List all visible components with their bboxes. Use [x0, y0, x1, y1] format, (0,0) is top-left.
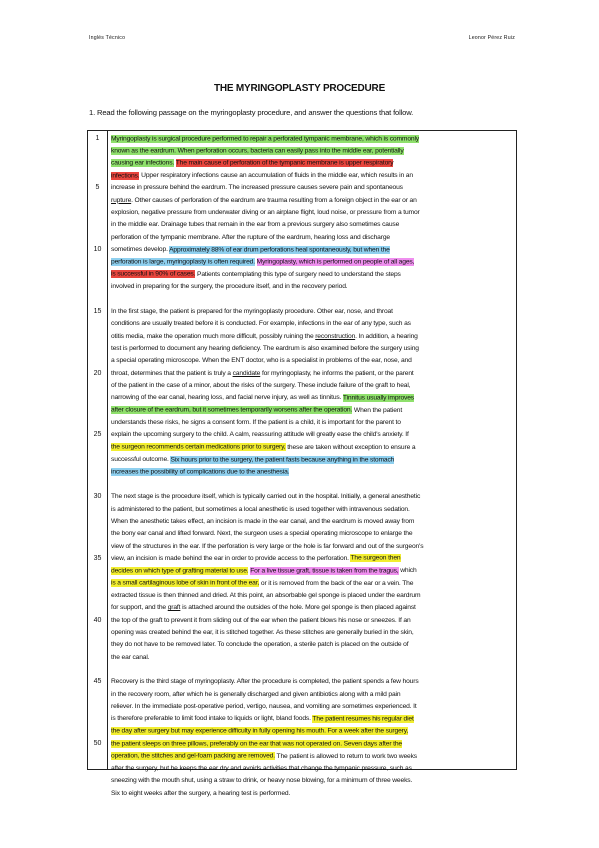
- text-run: Six to eight weeks after the surgery, a hearing test is performed.: [111, 789, 291, 797]
- line-number: 35: [93, 554, 102, 562]
- highlighted-text: The surgeon then: [350, 554, 401, 562]
- passage-line: [111, 170, 511, 182]
- passage-line: [111, 713, 511, 725]
- passage-line: [111, 528, 511, 540]
- text-run: is administered to the patient, but sometimes a local anesthetic is used together with intravenous sedation.: [111, 505, 410, 513]
- passage-line: [111, 775, 511, 787]
- highlighted-text: infections.: [111, 172, 140, 180]
- passage-line: [111, 405, 511, 417]
- passage-line: [111, 429, 511, 441]
- passage-line: [111, 281, 511, 293]
- passage-line: [111, 676, 511, 688]
- underlined-term: candidate: [232, 369, 261, 377]
- highlighted-text: the surgeon recommends certain medications prior to surgery,: [111, 443, 286, 451]
- highlighted-text: operation, the stitches and gel-foam packing are removed.: [111, 752, 275, 760]
- passage-line: [111, 466, 511, 478]
- passage-line: [111, 553, 511, 565]
- passage-line: [111, 701, 511, 713]
- underlined-term: rupture: [111, 196, 132, 204]
- passage-line: [111, 738, 511, 750]
- passage-box: [87, 130, 517, 797]
- text-run: they do not have to be removed later. To conclude the operation, a sterile patch is placed on the outside of: [111, 641, 409, 649]
- underlined-term: graft: [167, 604, 181, 612]
- highlighted-text: For a live tissue graft, tissue is taken from the tragus,: [250, 567, 399, 575]
- text-run: . In addition, a hearing: [355, 332, 418, 340]
- text-run: is therefore preferable to limit food intake to liquids or light, bland foods.: [111, 715, 313, 723]
- text-run: view of the structures in the ear. If the perforation is very large or the hole is far forward and out of the surgeon's: [111, 542, 424, 550]
- line-number: 45: [93, 678, 102, 686]
- text-run: or it is removed from the back of the ear or a vein. The: [259, 579, 414, 587]
- highlighted-text: Myringoplasty, which is performed on people of all ages,: [256, 258, 415, 266]
- passage-line: [111, 652, 511, 664]
- highlighted-text: Tinnitus usually improves: [342, 394, 414, 402]
- text-run: in the recovery room, after which he is generally discharged and given antibiotics along with a mild pain: [111, 690, 401, 698]
- passage-line: [111, 726, 511, 738]
- passage-line: [111, 689, 511, 701]
- line-number: 30: [93, 493, 102, 501]
- passage-line: [111, 343, 511, 355]
- passage-line: [111, 269, 511, 281]
- line-number: 10: [93, 246, 102, 254]
- passage-line: [111, 491, 511, 503]
- text-run: When the patient: [352, 406, 403, 414]
- highlighted-text: Approximately 88% of ear drum perforations heal spontaneously, but when the: [169, 246, 390, 254]
- instruction-text: 1. Read the following passage on the myringoplasty procedure, and answer the questions that follow.: [89, 108, 414, 117]
- line-number: 40: [93, 616, 102, 624]
- highlighted-text: is successful in 90% of cases.: [111, 270, 196, 278]
- highlighted-text: Six hours prior to the surgery, the patient fasts because anything in the stomach: [170, 456, 395, 464]
- passage-line: [111, 763, 511, 775]
- passage-line: [111, 565, 511, 577]
- text-run: narrowing of the ear canal, hearing loss, and facial nerve injury, as well as tinnitus.: [111, 394, 343, 402]
- passage-line: [111, 257, 511, 269]
- highlighted-text: The main cause of perforation of the tympanic membrane is upper respiratory: [175, 159, 394, 167]
- highlighted-text: Myringoplasty is surgical procedure performed to repair a perforated tympanic membrane, which is commonly: [111, 135, 419, 142]
- passage-line: [111, 454, 511, 466]
- text-run: When the anesthetic takes effect, an incision is made in the ear canal, and the eardrum is moved away from: [111, 517, 415, 525]
- text-run: a special operating microscope. When the ENT doctor, who is a specialist in problems of the ear, nose, and: [111, 357, 412, 365]
- passage-line: [111, 145, 511, 157]
- text-run: view, an incision is made behind the ear in order to provide access to the perforation.: [111, 554, 351, 562]
- text-run: successful outcome.: [111, 456, 171, 464]
- text-run: after the surgery, but he keeps the ear dry and avoids activities that change the tympanic pressure, such as: [111, 764, 412, 772]
- passage-line: [111, 306, 511, 318]
- passage-line: [111, 627, 511, 639]
- highlighted-text: known as the eardrum. When perforation occurs, bacteria can easily pass into the middle ear, potentially: [111, 147, 404, 155]
- text-run: Upper respiratory infections cause an accumulation of fluids in the middle ear, which results in an: [139, 172, 413, 180]
- line-number: 25: [93, 431, 102, 439]
- passage-line: [111, 639, 511, 651]
- passage-line: [111, 392, 511, 404]
- text-run: Recovery is the third stage of myringoplasty. After the procedure is completed, the patient spends a few hours: [111, 678, 419, 686]
- passage-line: [111, 590, 511, 602]
- passage-line: [111, 664, 511, 676]
- document-title: THE MYRINGOPLASTY PROCEDURE: [213, 83, 386, 94]
- passage-line: [111, 380, 511, 392]
- text-run: test is performed to document any hearing deficiency. The eardrum is also examined before the surgery using: [111, 344, 419, 352]
- text-run: sneezing with the mouth shut, using a straw to drink, or heavy nose blowing, for a minimum of three weeks.: [111, 777, 413, 785]
- text-run: perforation of the tympanic membrane. After the rupture of the eardrum, hearing loss and discharge: [111, 233, 390, 241]
- passage-line: [111, 442, 511, 454]
- highlighted-text: decides on which type of grafting material to use.: [111, 567, 249, 575]
- text-run: of the patient in the case of a minor, about the risks of the surgery. These include failure of the graft to heal,: [111, 382, 411, 389]
- text-run: understands these risks, he signs a consent form. If the patient is a child, it is important for the parent to: [111, 419, 401, 427]
- highlighted-text: the patient sleeps on three pillows, preferably on the ear that was not operated on. Seven days after the: [111, 740, 402, 748]
- text-run: involved in preparing for the surgery, the procedure itself, and in the recovery period.: [111, 283, 348, 291]
- text-run: opening was created behind the ear, it is stitched together. As these stitches are generally buried in the skin,: [111, 629, 414, 636]
- passage-line: [111, 578, 511, 590]
- text-run: reliever. In the immediate post-operative period, vertigo, nausea, and vomiting are sometimes experienced. It: [111, 703, 417, 711]
- text-run: for support, and the: [111, 604, 168, 612]
- line-number: 15: [93, 307, 102, 315]
- highlighted-text: after closure of the eardrum, but it sometimes temporarily worsens after the operation.: [111, 406, 353, 414]
- highlighted-text: The patient resumes his regular diet: [312, 715, 414, 723]
- text-run: the ear canal.: [111, 653, 150, 661]
- highlighted-text: increases the possibility of complications due to the anesthesia.: [111, 468, 290, 476]
- passage-line: [111, 318, 511, 330]
- line-number: 50: [93, 740, 102, 748]
- highlighted-text: perforation is large, myringoplasty is often required.: [111, 258, 255, 266]
- passage-line: [111, 615, 511, 627]
- passage-line: [111, 516, 511, 528]
- text-run: . Other causes of perforation of the eardrum are trauma resulting from a foreign object in the ear or an: [131, 196, 417, 204]
- passage-line: [111, 294, 511, 306]
- passage-line: [111, 751, 511, 763]
- text-run: the bony ear canal and lifted forward. Next, the surgeon uses a special operating microscope to enlarge the: [111, 530, 413, 538]
- passage-line: [111, 219, 511, 231]
- passage-line: [111, 182, 511, 194]
- text-run: otitis media, make the operation much more difficult, possibly ruining the: [111, 332, 316, 340]
- text-run: The patient is allowed to return to work two weeks: [274, 752, 417, 760]
- passage-line: [111, 355, 511, 367]
- text-run: The next stage is the procedure itself, which is typically carried out in the hospital. Initially, a general anesthetic: [111, 493, 421, 501]
- passage-line: [111, 541, 511, 553]
- underlined-term: reconstruction: [315, 332, 356, 340]
- header-author: Leonor Pérez Ruiz: [468, 35, 515, 41]
- text-run: explosion, negative pressure from underwater diving or an airplane flight, loud noise, or pressure from a tumor: [111, 209, 420, 217]
- text-run: In the first stage, the patient is prepared for the myringoplasty procedure. Other ear, nose, and throat: [111, 307, 393, 315]
- passage-line: [111, 232, 511, 244]
- passage-line: [111, 602, 511, 614]
- text-run: for myringoplasty, he informs the patient, or the parent: [260, 369, 414, 377]
- text-run: conditions are usually treated before it is conducted. For example, infections in the ear of any type, such as: [111, 320, 411, 328]
- passage-line: [111, 158, 511, 170]
- line-number: 5: [95, 184, 100, 192]
- passage-line: [111, 195, 511, 207]
- text-run: Patients contemplating this type of surgery need to understand the steps: [195, 270, 401, 278]
- highlighted-text: is a small cartilaginous lobe of skin in front of the ear,: [111, 579, 260, 587]
- text-run: sometimes develop.: [111, 246, 170, 254]
- column-divider: [107, 131, 108, 769]
- passage-line: [111, 788, 511, 800]
- passage-line: [111, 331, 511, 343]
- text-run: extracted tissue is then thinned and dried. At this point, an absorbable gel sponge is placed under the eardrum: [111, 591, 421, 599]
- text-run: is attached around the outsides of the hole. More gel sponge is then placed against: [180, 604, 416, 612]
- header-course: Inglés Técnico: [89, 35, 126, 41]
- passage-line: [111, 244, 511, 256]
- line-number: 1: [95, 135, 100, 142]
- passage-line: [111, 368, 511, 380]
- text-run: in the middle ear. Drainage tubes that remain in the ear from a previous surgery also sometimes cause: [111, 221, 400, 229]
- highlighted-text: the day after surgery but may experience difficulty in fully opening his mouth. For a week after the surgery,: [111, 727, 409, 735]
- passage-line: [111, 417, 511, 429]
- text-run: which: [398, 567, 417, 575]
- passage-line: [111, 207, 511, 219]
- line-number: 20: [93, 369, 102, 377]
- highlighted-text: causing ear infections.: [111, 159, 175, 167]
- passage-line: [111, 133, 511, 145]
- text-run: increase in pressure behind the eardrum. The increased pressure causes severe pain and spontaneous: [111, 184, 403, 192]
- passage-line: [111, 504, 511, 516]
- passage-line: [111, 479, 511, 491]
- text-run: the top of the graft to prevent it from sliding out of the ear when the patient blows his nose or sneezes. If an: [111, 616, 411, 624]
- text-run: explain the upcoming surgery to the child. A calm, reassuring attitude will greatly ease the child's anxiety. If: [111, 431, 409, 439]
- text-run: throat, determines that the patient is truly a: [111, 369, 233, 377]
- text-run: these are taken without exception to ensure a: [285, 443, 416, 451]
